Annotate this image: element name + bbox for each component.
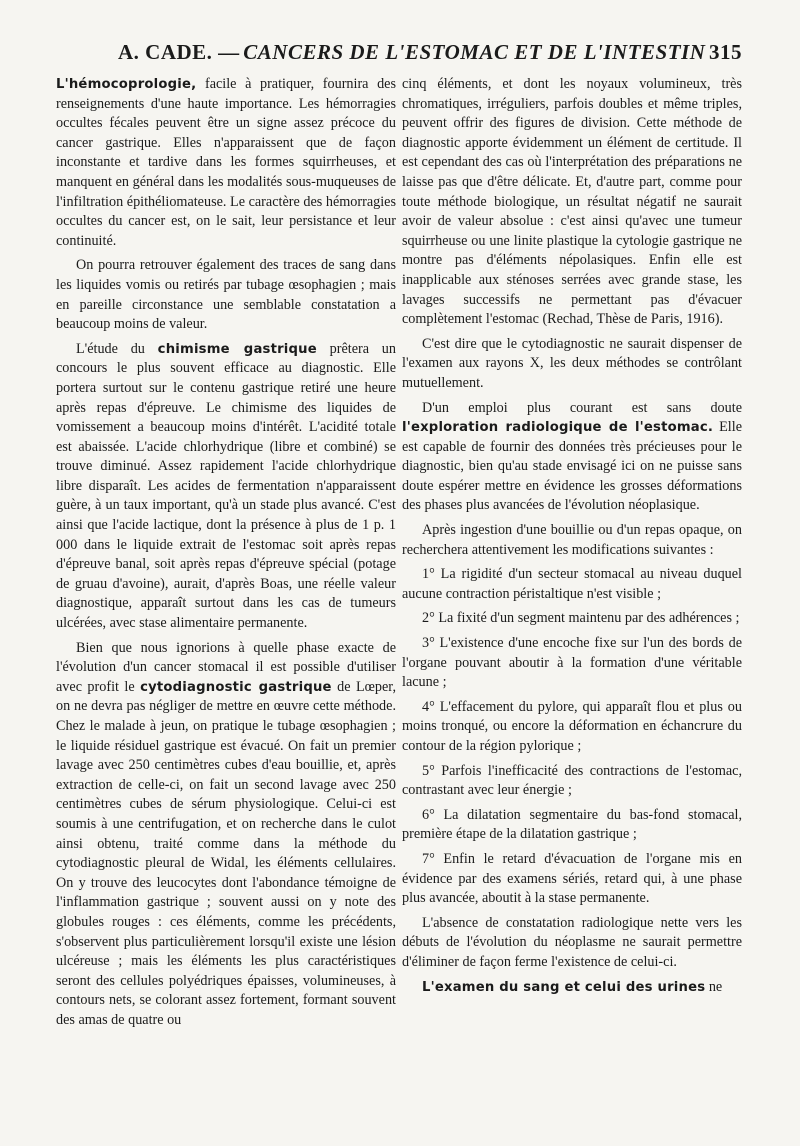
page-number: 315 [709, 40, 742, 64]
list-item: 1° La rigidité d'un secteur stomacal au niveau duquel aucune contraction péristaltique n'est visible ; [402, 566, 742, 602]
paragraph-text: de Lœper, on ne devra pas négliger de mettre en œuvre cette méthode. Chez le malade à jeun, on pratique le tubage œsophagien ; le liquide résiduel gastrique est évacué. On fait un premier lavage avec 250 centimètres cubes d'eau bouillie, et, après extraction de celle-ci, on fait un second lavage avec 250 centimètres cubes de sérum physiologique. Celui-ci est soumis à une centrifugation, et on recherche dans le culot ainsi obtenu, traité comme dans la méthode du cytodiagnostic pleural de Widal, les éléments cellulaires. On y trouve des leucocytes dont l'abondance témoigne de l'inflammation gastrique ; souvent aussi on y note des globules rouges : ces éléments, comme les précédents, s'observent plus particulièrement lorsqu'il existe une lésion ulcéreuse ; mais les éléments les plus caractéristiques seront des cellules polyédriques épaisses, volumineuses, à contours nets, se colorant assez fortement, formant souvent des amas de quatre ou [56, 678, 396, 1028]
paragraph-cytodiagnostic [56, 639, 396, 1031]
list-item: 6° La dilatation segmentaire du bas-fond stomacal, première étape de la dilatation gastrique ; [402, 806, 742, 843]
left-column [56, 75, 396, 1036]
modifications-list [402, 565, 742, 909]
paragraph-text: Elle est capable de fournir des données très précieuses pour le diagnostic, bien qu'au stade envisagé ici on ne puisse sans doute espérer mettre en évidence les grosses déformations des phases plus avancées de l'évolution néoplasique. [402, 419, 742, 514]
paragraph-text: ne [705, 978, 723, 995]
paragraph-text: facile à pratiquer, fournira des renseignements d'une haute importance. Les hémorragies occultes fécales peuvent être un signe assez précoce du cancer gastrique. Elles n'apparaissent que de façon inconstante et tardive dans les formes squirrheuses, et manquent en général dans les modalités sous-muqueuses de l'infiltration épithéliomateuse. Le caractère des hémorragies occultes du cancer est, on le sait, leur persistance et leur continuité. [56, 76, 396, 249]
list-item: 7° Enfin le retard d'évacuation de l'organe mis en évidence par des examens sériés, retard qui, à une phase plus avancée, aboutit à la stase permanente. [402, 850, 742, 907]
header-author: A. CADE. — [118, 40, 240, 64]
paragraph-text: D'un emploi plus courant est sans doute [422, 399, 742, 416]
paragraph-sang: On pourra retrouver également des traces de sang dans les liquides vomis ou retirés par tubage œsophagien ; mais en pareille circonstance une semblable constatation a beaucoup moins de valeur. [56, 257, 396, 333]
paragraph-sang-urines [402, 978, 742, 998]
term-sang-urines: L'examen du sang et celui des urines [422, 979, 706, 995]
term-cytodiagnostic: cytodiagnostic gastrique [140, 679, 332, 695]
paragraph-ingestion: Après ingestion d'une bouillie ou d'un repas opaque, on recherchera attentivement les modifications suivantes : [402, 522, 742, 558]
term-chimisme: chimisme gastrique [157, 341, 317, 357]
running-header [118, 40, 742, 65]
right-column [402, 75, 742, 1002]
term-radiologique: l'exploration radiologique de l'estomac. [402, 420, 714, 436]
term-hemocoprologie: L'hémocoprologie, [56, 77, 197, 92]
paragraph-continued: cinq éléments, et dont les noyaux volumineux, très chromatiques, irréguliers, parfois doubles et même triples, peuvent offrir des figures de division. Cette méthode de diagnostic apporte évidemment un élément de certitude. Il est cependant des cas où l'interprétation des préparations ne laisse pas que d'être délicate. Et, d'autre part, comme pour toute méthode biologique, un résultat négatif ne saurait avoir de valeur absolue : c'est ainsi qu'avec une tumeur squirrheuse ou une linite plastique la cytologie gastrique ne montre pas d'éléments népolasiques. Enfin elle est inapplicable aux sténoses serrées avec grande stase, les lavages successifs ne permettant pas d'évacuer complètement l'estomac (Rechad, Thèse de Paris, 1916). [402, 76, 742, 328]
list-item: 4° L'effacement du pylore, qui apparaît flou et plus ou moins tronqué, ou encore la déformation en échancrure du contour de la région pylorique ; [402, 698, 742, 754]
list-item: 5° Parfois l'inefficacité des contractions de l'estomac, contrastant avec leur énergie ; [402, 762, 742, 799]
paragraph-text: L'étude du [76, 340, 158, 357]
list-item: 2° La fixité d'un segment maintenu par des adhérences ; [422, 610, 740, 627]
paragraph-radiologique [402, 399, 742, 517]
header-title: CANCERS DE L'ESTOMAC ET DE L'INTESTIN [243, 40, 706, 64]
paragraph-absence: L'absence de constatation radiologique nette vers les débuts de l'évolution du néoplasme ne saurait permettre d'éliminer de façon ferme l'existence de celui-ci. [402, 914, 742, 970]
paragraph-text: prêtera un concours le plus souvent efficace au diagnostic. Elle portera surtout sur le contenu gastrique retiré une heure après repas d'épreuve. Le chimisme des liquides de vomissement a beaucoup moins d'intérêt. L'acidité totale est abaissée. L'acide chlorhydrique (libre et combiné) se trouve diminué. Assez rapidement l'acide chlorhydrique libre disparaît. Les acides de fermentation n'apparaissent guère, à un taux important, qu'à un stade plus avancé. C'est ainsi que l'acide lactique, dont la présence à plus de 1 p. 1 000 dans le liquide extrait de l'estomac soit après repas d'épreuve banal, soit après repas d'épreuve spécial (potage de gruau d'avoine), aurait, d'après Boas, une réelle valeur diagnostique, apparaît surtout dans les cas de tumeurs ulcérées, avec stase alimentaire permanente. [56, 340, 396, 632]
paragraph-hemocoprologie [56, 75, 396, 251]
paragraph-text: Bien que nous ignorions à quelle phase exacte de l'évolution d'un cancer stomacal il est possible d'utiliser avec profit le [56, 639, 396, 695]
paragraph-chimisme [56, 340, 396, 634]
paragraph-rayons-x: C'est dire que le cytodiagnostic ne saurait dispenser de l'examen aux rayons X, les deux méthodes se contrôlant mutuellement. [402, 335, 742, 391]
list-item: 3° L'existence d'une encoche fixe sur l'un des bords de l'organe pouvant aboutir à la formation d'une véritable lacune ; [402, 635, 742, 691]
